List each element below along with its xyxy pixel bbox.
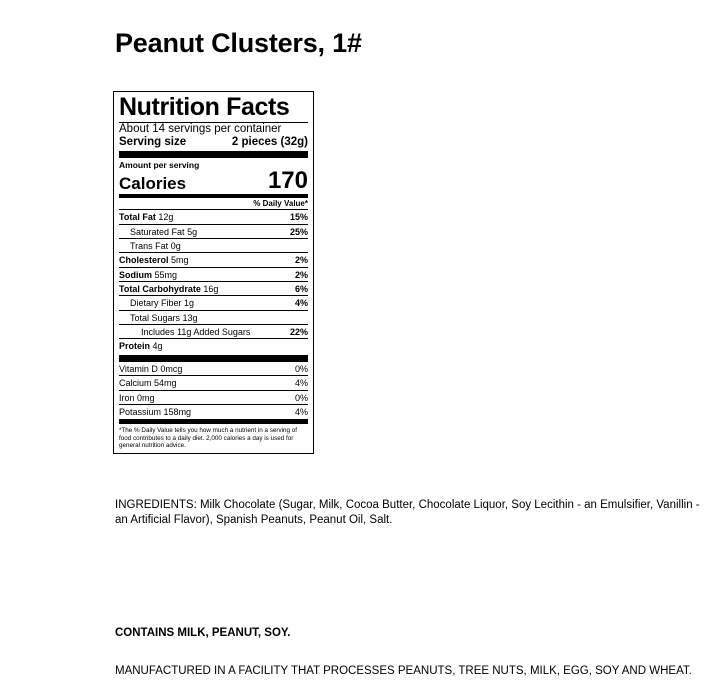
nutrient-amount: 12g [158, 212, 174, 223]
thick-divider [119, 355, 308, 362]
nutrient-amount: 5mg [171, 255, 189, 266]
nutrient-name: Dietary Fiber [130, 298, 182, 309]
vitamin-dv: 0% [294, 363, 308, 374]
calories-label: Calories [119, 173, 187, 193]
nutrient-row-saturated-fat [119, 224, 308, 238]
vitamin-row-iron [119, 390, 308, 404]
vitamin-dv: 4% [294, 406, 308, 417]
vitamin-name: Potassium [119, 406, 162, 417]
nutrient-amount: 1g [184, 298, 195, 309]
nutrient-name: Trans Fat [130, 241, 169, 252]
calories-value: 170 [267, 167, 308, 195]
nutrient-dv: 2% [294, 269, 308, 280]
vitamin-amount: 54mg [154, 378, 177, 389]
vitamin-name: Calcium [119, 378, 152, 389]
nutrient-name: Sodium [119, 269, 152, 280]
nutrient-name: Includes 11g Added Sugars [141, 327, 251, 338]
ingredients-text: INGREDIENTS: Milk Chocolate (Sugar, Milk, Cocoa Butter, Chocolate Liquor, Soy Lecithin - an Emulsifier, Vanillin - an Artificial Flavor), Spanish Peanuts, Peanut Oil, Salt. [115, 499, 700, 527]
amount-per-serving: Amount per serving [119, 160, 200, 171]
nutrient-name: Total Carbohydrate [119, 284, 201, 295]
nutrition-facts-heading: Nutrition Facts [119, 93, 290, 121]
nutrient-row-sodium [119, 267, 308, 281]
nutrition-facts-panel [113, 91, 314, 454]
vitamin-name: Iron [119, 392, 135, 403]
nutrient-name: Protein [119, 341, 151, 352]
product-title: Peanut Clusters, 1# [115, 28, 362, 58]
nutrient-dv: 15% [289, 212, 308, 223]
servings-per-container: About 14 servings per container [119, 123, 282, 135]
nutrient-row-total-fat [119, 209, 308, 223]
nutrient-amount: 13g [182, 312, 198, 323]
vitamin-amount: 158mg [163, 406, 192, 417]
serving-size-row [119, 136, 308, 149]
serving-size-label: Serving size [119, 136, 187, 149]
nutrient-row-protein [119, 338, 308, 352]
allergens-text: CONTAINS MILK, PEANUT, SOY. [115, 627, 291, 639]
vitamin-amount: 0mg [137, 392, 155, 403]
nutrient-row-trans-fat [119, 238, 308, 252]
nutrient-amount: 0g [170, 241, 181, 252]
nutrient-name: Total Fat [119, 212, 156, 223]
nutrient-amount: 55mg [154, 269, 178, 280]
nutrient-row-dietary-fiber [119, 295, 308, 309]
nutrient-row-cholesterol [119, 252, 308, 266]
nutrient-row-total-sugars [119, 310, 308, 324]
vitamin-name: Vitamin D [119, 363, 158, 374]
nutrient-name: Cholesterol [119, 255, 169, 266]
vitamin-dv: 0% [294, 392, 308, 403]
thick-divider [119, 151, 308, 158]
serving-size-value: 2 pieces (32g) [231, 136, 308, 149]
nutrient-dv: 22% [289, 327, 308, 338]
calories-row [119, 169, 308, 193]
nutrient-amount: 16g [203, 284, 219, 295]
vitamin-row-calcium [119, 375, 308, 389]
nutrient-row-added-sugars [119, 324, 308, 338]
nutrient-name: Saturated Fat [130, 226, 185, 237]
facility-notice: MANUFACTURED IN A FACILITY THAT PROCESSES PEANUTS, TREE NUTS, MILK, EGG, SOY AND WHEAT. [115, 665, 692, 677]
nutrient-row-total-carbohydrate [119, 281, 308, 295]
nutrient-dv: 6% [294, 284, 308, 295]
vitamin-row-vitamin-d [119, 362, 308, 375]
nutrient-amount: 5g [187, 226, 198, 237]
vitamin-amount: 0mcg [160, 363, 183, 374]
daily-value-header: % Daily Value* [253, 199, 308, 209]
nutrient-dv: 25% [289, 226, 308, 237]
nutrient-dv: 4% [294, 298, 308, 309]
vitamin-dv: 4% [294, 378, 308, 389]
vitamin-row-potassium [119, 404, 308, 418]
nutrient-amount: 4g [152, 341, 163, 352]
nutrient-name: Total Sugars [130, 312, 181, 323]
daily-value-footnote: *The % Daily Value tells you how much a nutrient in a serving of food contributes to a daily diet. 2,000 calories a day is used for general nutrition advice. [119, 423, 308, 450]
nutrient-dv: 2% [294, 255, 308, 266]
